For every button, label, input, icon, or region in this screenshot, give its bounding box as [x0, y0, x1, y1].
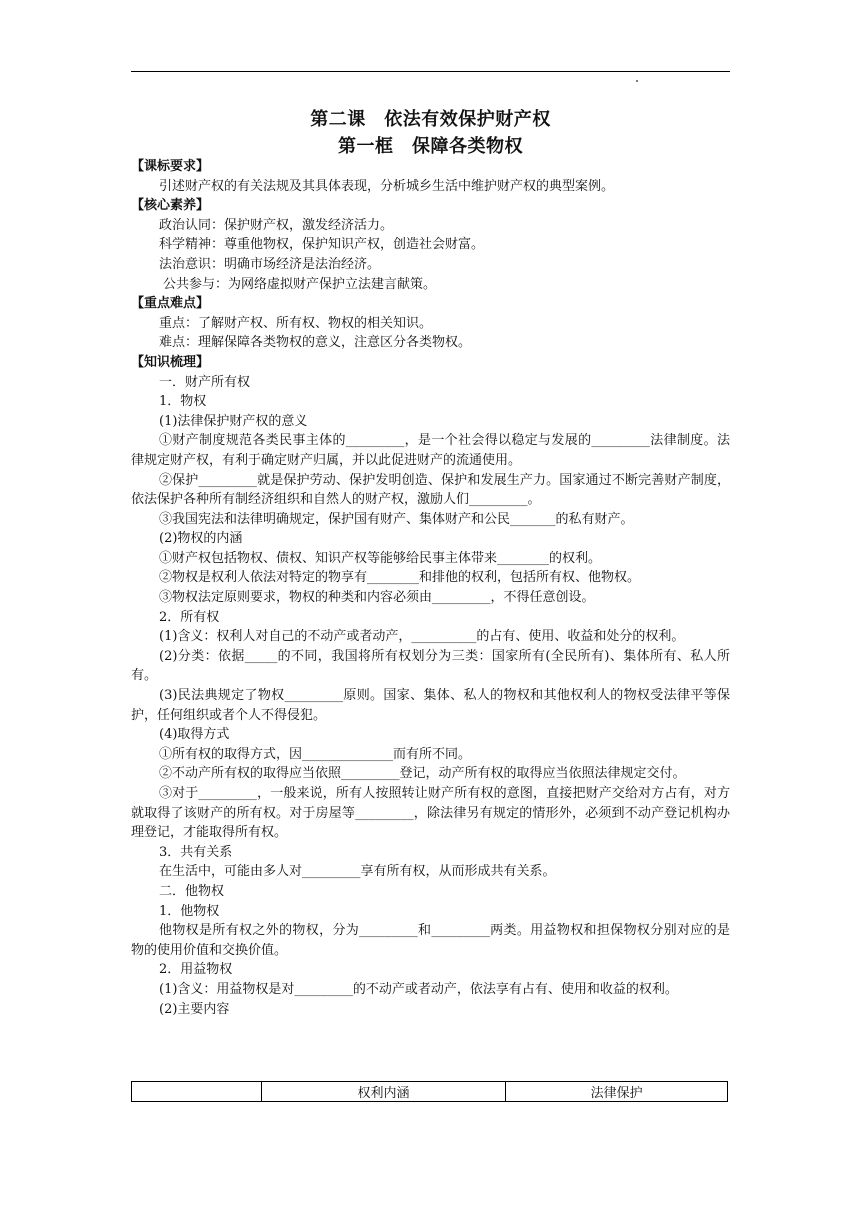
paragraph: 难点：理解保障各类物权的意义，注意区分各类物权。 [159, 335, 472, 351]
paragraph: 在生活中，可能由多人对_________享有所有权，从而形成共有关系。 [159, 864, 556, 880]
paragraph: 科学精神：尊重他物权，保护知识产权，创造社会财富。 [159, 237, 485, 253]
paragraph: ①财产制度规范各类民事主体的_________，是一个社会得以稳定与发展的_________法律制度。法律规定财产权，有利于确定财产归属，并以此促进财产的流通使用。 [131, 433, 730, 468]
heading-core-literacy: 【核心素养】 [131, 198, 210, 214]
paragraph: 公共参与：为网络虚拟财产保护立法建言献策。 [163, 276, 437, 292]
heading-knowledge: 【知识梳理】 [131, 354, 210, 370]
header-rule [131, 71, 730, 72]
paragraph: (4)取得方式 [159, 727, 230, 743]
paragraph: 政治认同：保护财产权，激发经济活力。 [159, 217, 394, 233]
paragraph: 一．财产所有权 [159, 374, 251, 390]
paragraph: ②不动产所有权的取得应当依照_________登记，动产所有权的取得应当依照法律规定交付。 [159, 766, 686, 782]
paragraph: ③我国宪法和法律明确规定，保护国有财产、集体财产和公民_______的私有财产。 [159, 511, 634, 527]
paragraph: (1)法律保护财产权的意义 [159, 413, 308, 429]
table-header-protection: 法律保护 [506, 1082, 728, 1102]
paragraph: (2)主要内容 [159, 1001, 230, 1017]
paragraph: ③对于_________，一般来说，所有人按照转让财产所有权的意图，直接把财产交给对方占有，对方就取得了该财产的所有权。对于房屋等_________，除法律另有规定的情形外，必须到不动产登记机构办理登记，才能取得所有权。 [131, 786, 730, 841]
paragraph: (3)民法典规定了物权_________原则。国家、集体、私人的物权和其他权利人的物权受法律平等保护，任何组织或者个人不得侵犯。 [131, 688, 730, 723]
paragraph: ②物权是权利人依法对特定的物享有________和排他的权利，包括所有权、他物权。 [159, 570, 641, 586]
paragraph: (1)含义：权利人对自己的不动产或者动产，__________的占有、使用、收益和处分的权利。 [159, 629, 685, 645]
paragraph: (2)物权的内涵 [159, 531, 243, 547]
section-title: 第一框 保障各类物权 [338, 136, 523, 157]
paragraph: 2．用益物权 [159, 962, 233, 978]
paragraph: 2．所有权 [159, 609, 220, 625]
paragraph: 法治意识：明确市场经济是法治经济。 [159, 256, 381, 272]
paragraph: 二．他物权 [159, 883, 225, 899]
paragraph: 3．共有关系 [159, 844, 233, 860]
paragraph: (2)分类：依据_____的不同，我国将所有权划分为三类：国家所有(全民所有)、集体所有、私人所有。 [131, 648, 730, 684]
table-cell [132, 1082, 262, 1102]
paragraph: 引述财产权的有关法规及其具体表现，分析城乡生活中维护财产权的典型案例。 [159, 178, 615, 194]
paragraph: 重点：了解财产权、所有权、物权的相关知识。 [159, 315, 433, 331]
table-row [132, 1082, 728, 1102]
table-header-rights: 权利内涵 [261, 1082, 506, 1102]
paragraph: 他物权是所有权之外的物权，分为_________和_________两类。用益物权和担保物权分别对应的是物的使用价值和交换价值。 [131, 923, 730, 958]
heading-key-points: 【重点难点】 [131, 296, 210, 312]
content-table [131, 1081, 728, 1102]
paragraph: 1．他物权 [159, 903, 220, 919]
paragraph: ③物权法定原则要求，物权的种类和内容必须由_________，不得任意创设。 [159, 590, 595, 606]
heading-curriculum: 【课标要求】 [131, 159, 210, 174]
paragraph: 1．物权 [159, 394, 207, 410]
paragraph: (1)含义：用益物权是对_________的不动产或者动产，依法享有占有、使用和收益的权利。 [159, 981, 678, 997]
paragraph: ①财产权包括物权、债权、知识产权等能够给民事主体带来________的权利。 [159, 550, 602, 566]
paragraph: ①所有权的取得方式，因______________而有所不同。 [159, 746, 472, 762]
header-mark [636, 80, 638, 82]
document-body [131, 157, 730, 1019]
lesson-title: 第二课 依法有效保护财产权 [310, 109, 551, 130]
paragraph: ②保护_________就是保护劳动、保护发明创造、保护和发展生产力。国家通过不断完善财产制度，依法保护各种所有制经济组织和自然人的财产权，激励人们_________。 [131, 472, 730, 508]
